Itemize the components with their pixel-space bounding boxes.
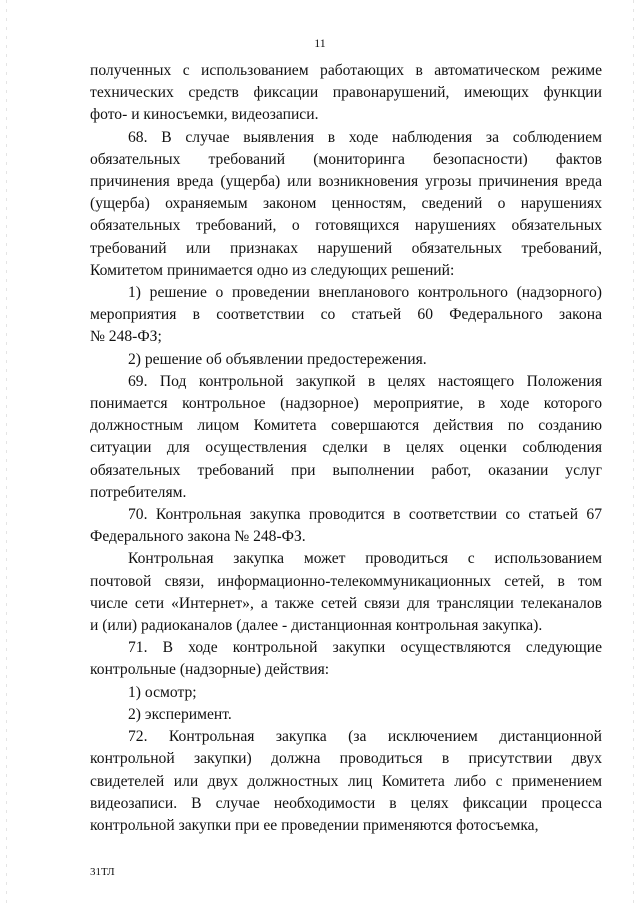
paragraph-p68_1 bbox=[90, 282, 602, 349]
text-line: свидетелей или двух должностных лиц Комитета либо с применением bbox=[90, 772, 602, 790]
paragraph-p68_2 bbox=[90, 349, 602, 371]
text-line: № 248-ФЗ; bbox=[90, 328, 162, 346]
text-line: мероприятия в соответствии со статьей 60 Федерального закона bbox=[90, 306, 602, 324]
text-line: 68. В случае выявления в ходе наблюдения за соблюдением bbox=[128, 128, 602, 146]
scan-edge-right bbox=[633, 0, 634, 905]
paragraph-p71_2 bbox=[90, 704, 602, 726]
text-line: ситуации для осуществления сделки в целях оценки соблюдения bbox=[90, 439, 602, 457]
text-line: контрольные (надзорные) действия: bbox=[90, 661, 330, 679]
text-line: и (или) радиоканалов (далее - дистанционная контрольная закупка). bbox=[90, 617, 543, 635]
paragraph-p0 bbox=[90, 60, 602, 127]
document-body bbox=[90, 60, 602, 837]
text-line: требований или признаках нарушений обязательных требований, bbox=[90, 239, 602, 257]
text-line: Федерального закона № 248-ФЗ. bbox=[90, 528, 306, 546]
text-line: 2) решение об объявлении предостережения. bbox=[128, 350, 427, 368]
text-line: Комитетом принимается одно из следующих решений: bbox=[90, 261, 455, 279]
text-line: контрольной закупки при ее проведении применяются фотосъемка, bbox=[90, 816, 539, 834]
paragraph-p70 bbox=[90, 504, 602, 548]
text-line: контрольной закупки) должна проводиться в присутствии двух bbox=[90, 750, 602, 768]
paragraph-p71_1 bbox=[90, 682, 602, 704]
text-line: 1) осмотр; bbox=[128, 683, 197, 701]
text-line: 70. Контрольная закупка проводится в соответствии со статьей 67 bbox=[128, 506, 602, 524]
scan-edge-left bbox=[6, 0, 7, 905]
text-line: обязательных требований при выполнении работ, оказании услуг bbox=[90, 461, 602, 479]
text-line: потребителям. bbox=[90, 483, 187, 501]
text-line: должностным лицом Комитета совершаются действия по созданию bbox=[90, 417, 602, 435]
text-line: обязательных требований (мониторинга безопасности) фактов bbox=[90, 150, 602, 168]
text-line: фото- и киносъемки, видеозаписи. bbox=[90, 106, 319, 124]
text-line: 71. В ходе контрольной закупки осуществляются следующие bbox=[128, 639, 602, 657]
paragraph-p69 bbox=[90, 371, 602, 504]
text-line: (ущерба) охраняемым законом ценностям, сведений о нарушениях bbox=[90, 195, 602, 213]
page-number: 11 bbox=[314, 36, 326, 50]
text-line: 69. Под контрольной закупкой в целях настоящего Положения bbox=[128, 372, 602, 390]
text-line: 72. Контрольная закупка (за исключением дистанционной bbox=[128, 728, 602, 746]
text-line: 1) решение о проведении внепланового контрольного (надзорного) bbox=[128, 284, 602, 302]
text-line: понимается контрольное (надзорное) мероприятие, в ходе которого bbox=[90, 395, 602, 413]
text-line: обязательных требований, о готовящихся нарушениях обязательных bbox=[90, 217, 602, 235]
text-line: числе сети «Интернет», а также сетей связи для трансляции телеканалов bbox=[90, 594, 602, 612]
text-line: полученных с использованием работающих в автоматическом режиме bbox=[90, 62, 602, 79]
paragraph-p72 bbox=[90, 726, 602, 837]
paragraph-p68 bbox=[90, 127, 602, 282]
footer-code: 31ТЛ bbox=[90, 866, 115, 878]
text-line: технических средств фиксации правонарушений, имеющих функции bbox=[90, 84, 602, 102]
text-line: 2) эксперимент. bbox=[128, 705, 232, 723]
text-line: причинения вреда (ущерба) или возникновения угрозы причинения вреда bbox=[90, 173, 602, 191]
paragraph-p71 bbox=[90, 637, 602, 681]
text-line: почтовой связи, информационно-телекоммуникационных сетей, в том bbox=[90, 572, 602, 590]
paragraph-p70b bbox=[90, 548, 602, 637]
text-line: Контрольная закупка может проводиться с использованием bbox=[128, 550, 602, 568]
text-line: видеозаписи. В случае необходимости в целях фиксации процесса bbox=[90, 794, 602, 812]
